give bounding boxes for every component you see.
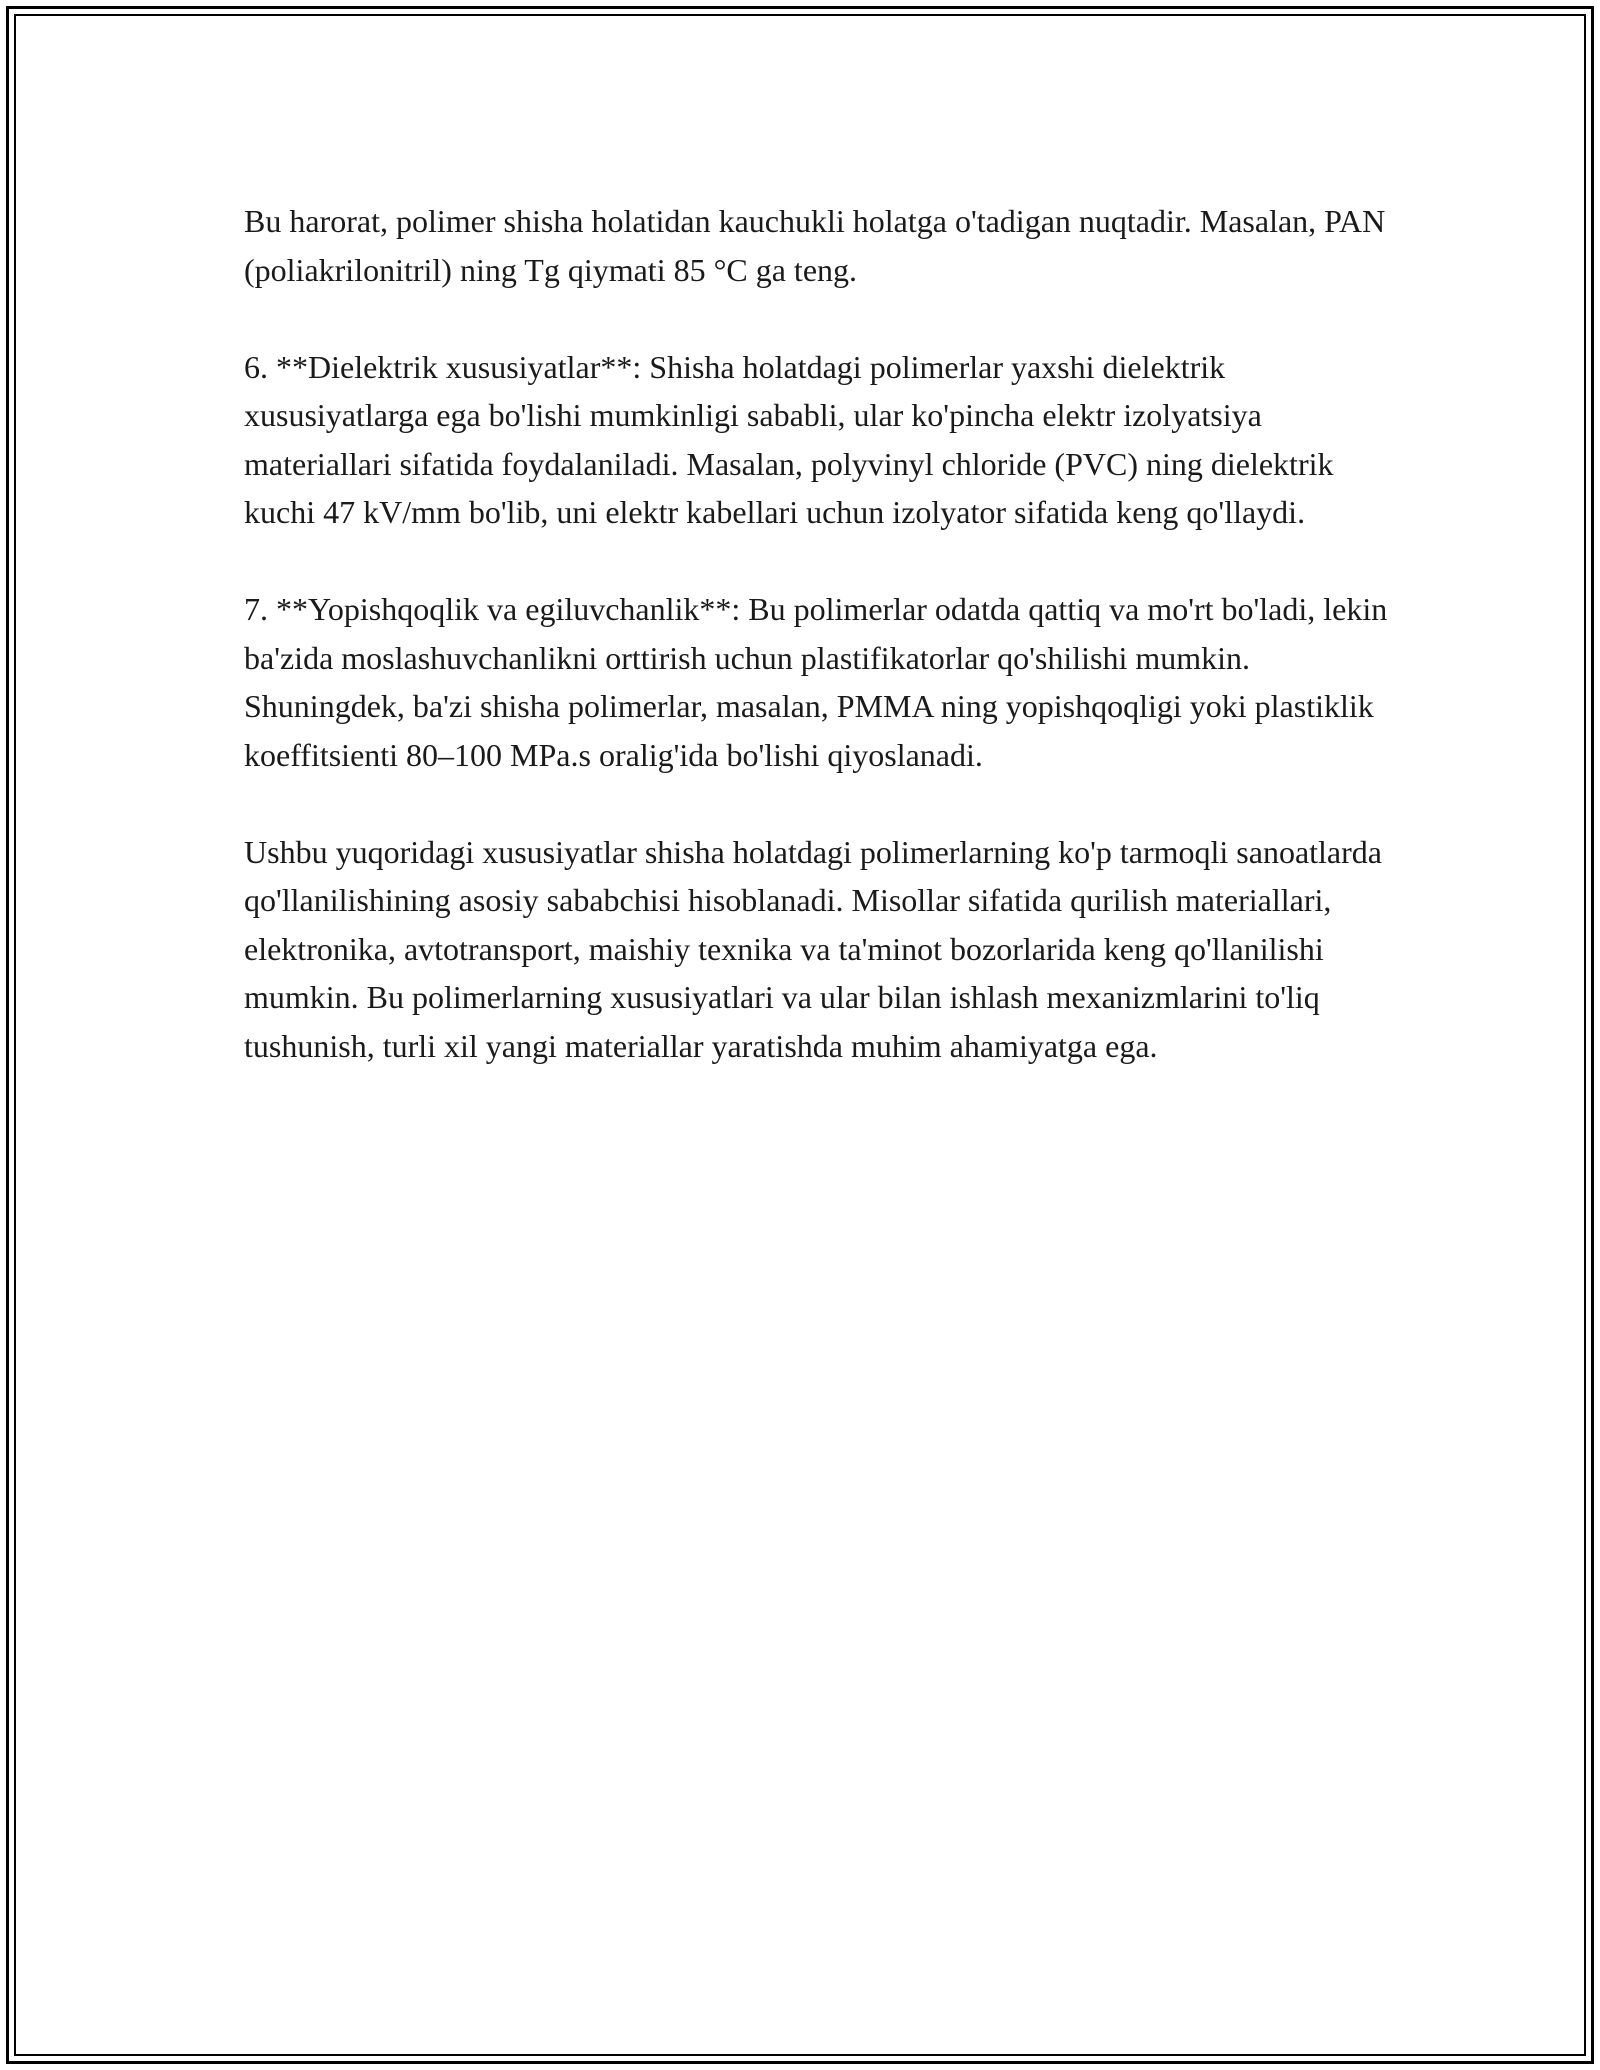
paragraph-dielectric-properties: 6. **Dielektrik xususiyatlar**: Shisha holatdagi polimerlar yaxshi dielektrik xususiyatlarga ega bo'lishi mumkinligi sababli, ular ko'pincha elektr izolyatsiya materiallari sifatida foydalaniladi. Masalan, polyvinyl chloride (PVC) ning dielektrik kuchi 47 kV/mm bo'lib, uni elektr kabellari uchun izolyator sifatida keng qo'llaydi. [244, 348, 1334, 530]
paragraph-viscosity-flexibility: 7. **Yopishqoqlik va egiluvchanlik**: Bu polimerlar odatda qattiq va mo'rt bo'ladi, lekin ba'zida moslashuvchanlikni orttirish uchun plastifikatorlar qo'shilishi mumkin. Shuningdek, ba'zi shisha polimerlar, masalan, PMMA ning yopishqoqligi yoki plastiklik koeffitsienti 80–100 MPa.s oralig'ida bo'lishi qiyoslanadi. [244, 591, 1388, 773]
paragraph-conclusion: Ushbu yuqoridagi xususiyatlar shisha holatdagi polimerlarning ko'p tarmoqli sanoatlarda qo'llanilishining asosiy sababchisi hisoblanadi. Misollar sifatida qurilish materiallari, elektronika, avtotransport, maishiy texnika va ta'minot bozorlarida keng qo'llanilishi mumkin. Bu polimerlarning xususiyatlari va ular bilan ishlash mexanizmlarini to'liq tushunish, turli xil yangi materiallar yaratishda muhim ahamiyatga ega. [244, 833, 1382, 1064]
paragraph-glass-transition: Bu harorat, polimer shisha holatidan kauchukli holatga o'tadigan nuqtadir. Masalan, PAN (poliakrilonitril) ning Tg qiymati 85 °C ga teng. [244, 203, 1386, 288]
page-border [6, 6, 1594, 2064]
document-body [244, 197, 1394, 1119]
